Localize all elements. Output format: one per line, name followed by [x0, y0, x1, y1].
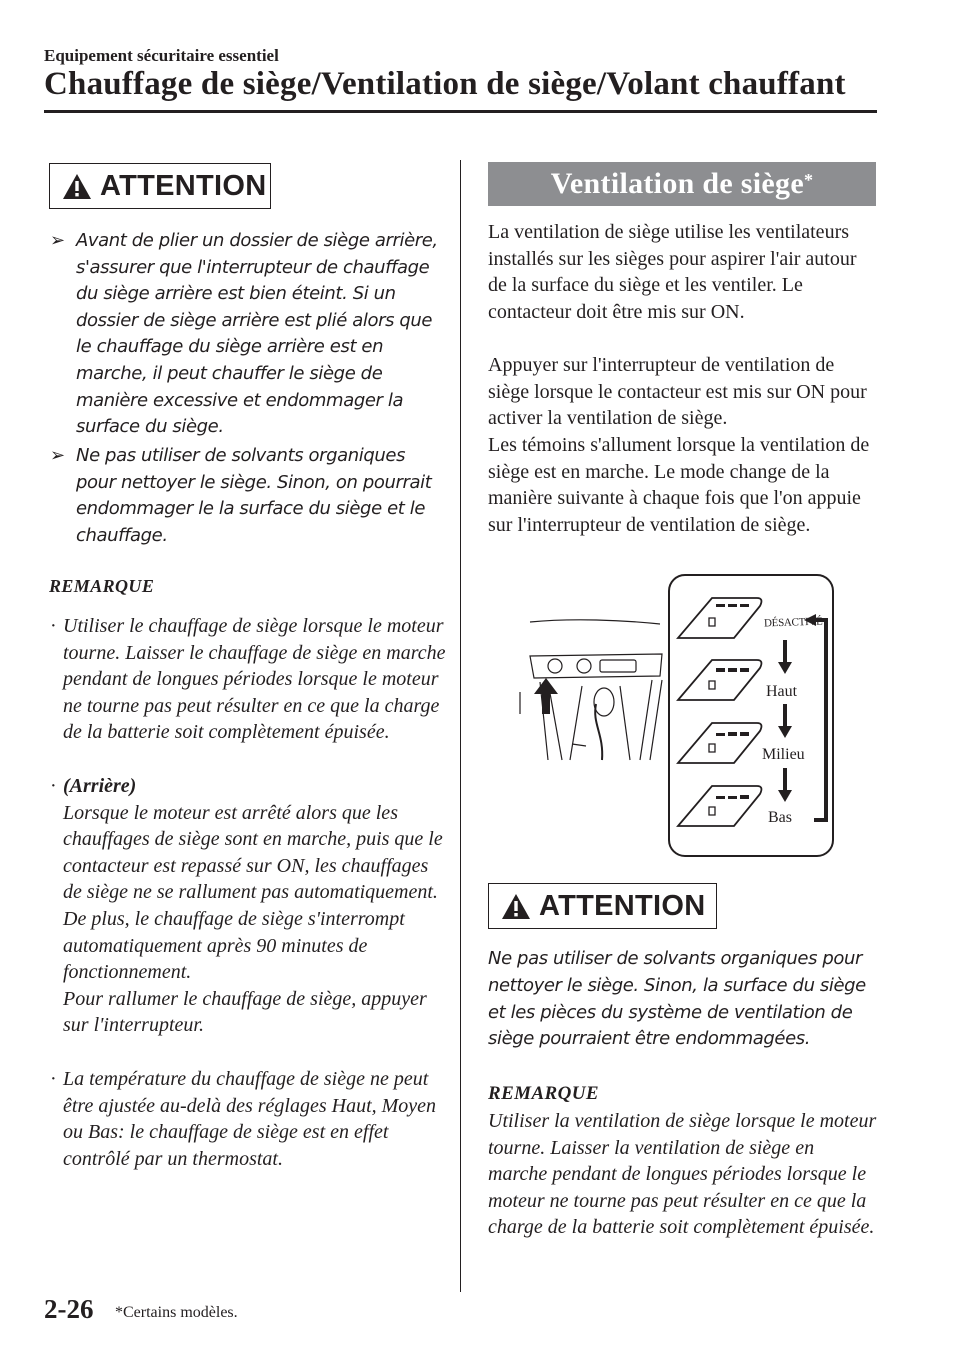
note-text: La température du chauffage de siège ne peut être ajustée au-delà des réglages Haut, Moyen ou Bas: le chauffage de siège est en effet contrôlé par un thermostat.	[63, 1068, 437, 1170]
label-off: DÉSACTIVÉ	[763, 615, 823, 630]
arrow-right-icon: ➢	[50, 230, 65, 251]
arrow-down-icon	[778, 640, 792, 674]
note-item	[50, 773, 450, 1039]
section-label: Equipement sécuritaire essentiel	[44, 46, 279, 65]
warning-item	[50, 228, 440, 441]
page-number: 2-26	[44, 1294, 94, 1324]
remarque-text: Utiliser la ventilation de siège lorsque le moteur tourne. Laisser la ventilation de siège en marche pendant de longues périodes lorsque le moteur ne tourne pas peut résulter en ce que la charge de la batterie soit complètement épuisée.	[488, 1110, 877, 1239]
label-mid: Milieu	[762, 746, 805, 763]
footnote: *Certains modèles.	[115, 1304, 238, 1321]
page-title: Chauffage de siège/Ventilation de siège/Volant chauffant	[44, 66, 846, 102]
warning-triangle-icon	[62, 173, 92, 200]
seat-ventilation-figure	[512, 574, 835, 858]
arrow-down-icon	[778, 768, 792, 802]
bullet-icon: ·	[50, 775, 57, 797]
pointer-arrow-icon	[534, 678, 558, 714]
switch-mid	[678, 723, 761, 763]
cycle-bracket	[814, 620, 826, 820]
remarque-heading: REMARQUE	[49, 576, 155, 596]
attention-label: ATTENTION	[100, 169, 267, 202]
warning-triangle-icon	[501, 893, 531, 920]
note-item	[50, 1066, 450, 1172]
warning-text: Avant de plier un dossier de siège arrière, s'assurer que l'interrupteur de chauffage du siège arrière est bien éteint. Si un dossier de siège arrière est plié alors que le chauffage du siège arrière est en marche, il peut chauffer le siège de manière excessive et endommager la surface du siège.	[76, 230, 438, 438]
label-high: Haut	[766, 683, 798, 700]
arrow-right-icon: ➢	[50, 445, 65, 466]
ventilation-heading	[488, 162, 876, 206]
attention-box-right	[488, 883, 717, 929]
switch-off	[678, 598, 761, 638]
arrow-down-icon	[778, 704, 792, 738]
note-text: Pour rallumer le chauffage de siège, appuyer sur l'interrupteur.	[63, 987, 427, 1037]
note-text: Lorsque le moteur est arrêté alors que les chauffages de siège sont en marche, puis que le contacteur est repassé sur ON, les chauffages de siège ne se rallument pas automatiquement. De plus, le chauffage de siège s'interrompt automatiquement après 90 minutes de fonctionnement.	[63, 801, 443, 984]
column-divider	[460, 160, 461, 1292]
switch-high	[678, 660, 761, 700]
paragraph: La ventilation de siège utilise les ventilateurs installés sur les sièges pour aspirer l'air autour de la surface du siège et les ventiler. Le contacteur doit être mis sur ON.	[488, 221, 857, 323]
warning-text: Ne pas utiliser de solvants organiques pour nettoyer le siège. Sinon, on pourrait endommager le la surface du siège et le chauffage.	[76, 445, 432, 546]
title-rule	[44, 110, 877, 113]
asterisk-mark: *	[803, 169, 814, 190]
bullet-icon: ·	[50, 615, 57, 637]
attention-box-left	[49, 163, 271, 209]
remarque-heading: REMARQUE	[488, 1083, 599, 1104]
note-item	[50, 613, 450, 746]
bullet-icon: ·	[50, 1068, 57, 1090]
label-low: Bas	[768, 809, 792, 826]
attention-text: Ne pas utiliser de solvants organiques pour nettoyer le siège. Sinon, la surface du siège et les pièces du système de ventilation de siège pourraient être endommagées.	[488, 948, 866, 1050]
switch-low	[678, 786, 761, 826]
note-text: Utiliser le chauffage de siège lorsque le moteur tourne. Laisser le chauffage de siège en marche pendant de longues périodes lorsque le moteur ne tourne pas peut résulter en ce que la charge de la batterie soit complètement épuisée.	[63, 615, 446, 744]
paragraph: Appuyer sur l'interrupteur de ventilation de siège lorsque le contacteur est mis sur ON pour activer la ventilation de siège.	[488, 354, 867, 430]
ventilation-heading-text: Ventilation de siège	[550, 167, 804, 200]
attention-label: ATTENTION	[539, 889, 706, 922]
paragraph: Les témoins s'allument lorsque la ventilation de siège est en marche. Le mode change de la manière suivante à chaque fois que l'on appuie sur l'interrupteur de ventilation de siège.	[488, 434, 870, 536]
warning-item	[50, 443, 440, 549]
note-lead: (Arrière)	[63, 775, 137, 797]
